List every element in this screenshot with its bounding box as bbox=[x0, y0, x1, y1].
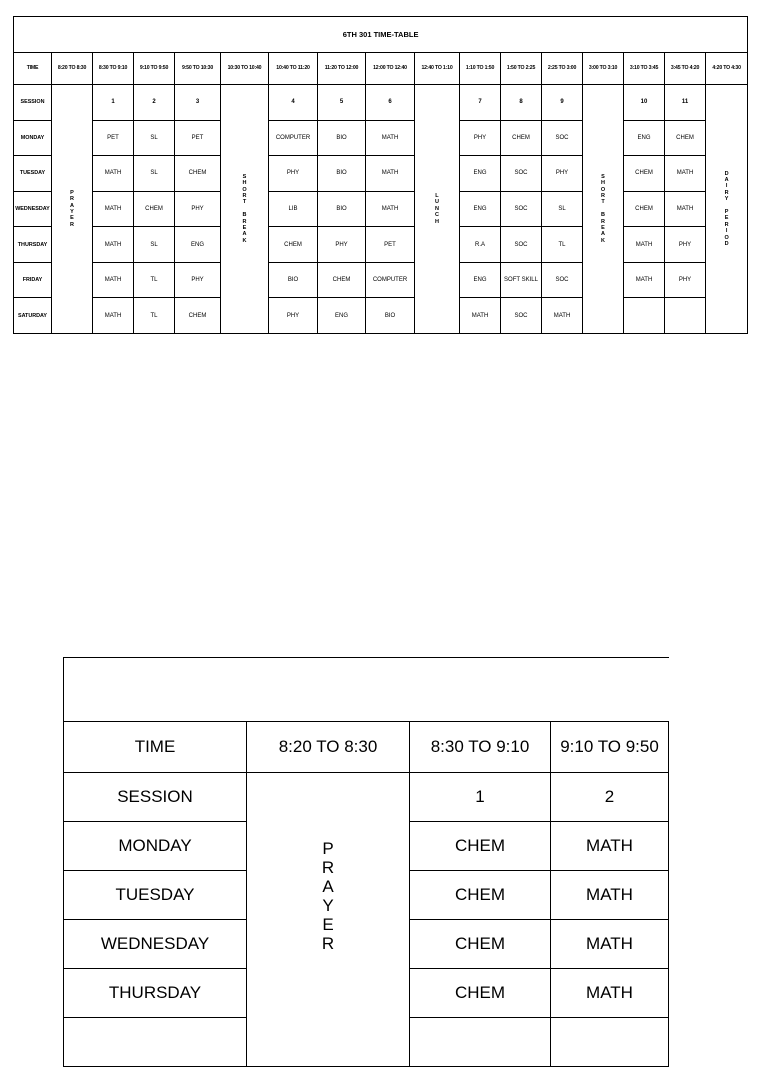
session-label: SESSION bbox=[64, 773, 247, 822]
time-slot: 3:45 TO 4:20 bbox=[665, 52, 706, 85]
subject-cell: MATH bbox=[624, 227, 665, 263]
subject-cell bbox=[551, 1018, 669, 1067]
subject-cell: TL bbox=[134, 262, 175, 298]
day-label: THURSDAY bbox=[14, 227, 52, 263]
time-slot: 1:50 TO 2:25 bbox=[501, 52, 542, 85]
time-slot: 10:40 TO 11:20 bbox=[269, 52, 318, 85]
subject-cell: SOC bbox=[501, 191, 542, 227]
subject-cell: PHY bbox=[318, 227, 366, 263]
subject-cell: CHEM bbox=[410, 871, 551, 920]
subject-cell: SOFT SKILL bbox=[501, 262, 542, 298]
time-slot: 10:30 TO 10:40 bbox=[221, 52, 269, 85]
session-number: 11 bbox=[665, 85, 706, 121]
subject-cell: MATH bbox=[665, 191, 706, 227]
subject-cell: R.A bbox=[460, 227, 501, 263]
session-number: 2 bbox=[134, 85, 175, 121]
timetable bbox=[13, 16, 748, 334]
prayer-label: P R A Y E R bbox=[321, 839, 335, 953]
session-number: 9 bbox=[542, 85, 583, 121]
subject-cell: PHY bbox=[665, 227, 706, 263]
time-slot: 4:20 TO 4:30 bbox=[706, 52, 748, 85]
day-label: FRIDAY bbox=[14, 262, 52, 298]
subject-cell: BIO bbox=[318, 156, 366, 192]
table-row bbox=[14, 298, 748, 334]
day-label: TUESDAY bbox=[14, 156, 52, 192]
subject-cell: BIO bbox=[318, 191, 366, 227]
time-slot: 8:20 TO 8:30 bbox=[52, 52, 93, 85]
time-slot: 1:10 TO 1:50 bbox=[460, 52, 501, 85]
prayer-column bbox=[52, 85, 93, 334]
subject-cell: SOC bbox=[501, 156, 542, 192]
subject-cell: MATH bbox=[460, 298, 501, 334]
subject-cell: ENG bbox=[175, 227, 221, 263]
subject-cell: MATH bbox=[665, 156, 706, 192]
subject-cell: PHY bbox=[542, 156, 583, 192]
day-label: THURSDAY bbox=[64, 969, 247, 1018]
table-row bbox=[14, 262, 748, 298]
subject-cell: COMPUTER bbox=[366, 262, 415, 298]
subject-cell: CHEM bbox=[175, 298, 221, 334]
subject-cell: MATH bbox=[366, 156, 415, 192]
short-break-label: S H O R T B R E A K bbox=[600, 173, 606, 244]
subject-cell: PET bbox=[93, 120, 134, 156]
subject-cell: BIO bbox=[269, 262, 318, 298]
subject-cell: CHEM bbox=[410, 822, 551, 871]
table-row bbox=[14, 120, 748, 156]
time-slot: 11:20 TO 12:00 bbox=[318, 52, 366, 85]
subject-cell: ENG bbox=[318, 298, 366, 334]
session-number: 2 bbox=[551, 773, 669, 822]
subject-cell: CHEM bbox=[134, 191, 175, 227]
time-slot: 2:25 TO 3:00 bbox=[542, 52, 583, 85]
subject-cell: ENG bbox=[460, 262, 501, 298]
subject-cell: SOC bbox=[542, 262, 583, 298]
time-label: TIME bbox=[64, 722, 247, 773]
subject-cell: CHEM bbox=[624, 191, 665, 227]
time-slot: 9:50 TO 10:30 bbox=[175, 52, 221, 85]
subject-cell: MATH bbox=[366, 120, 415, 156]
session-number: 1 bbox=[410, 773, 551, 822]
session-number: 7 bbox=[460, 85, 501, 121]
session-number: 3 bbox=[175, 85, 221, 121]
day-label: WEDNESDAY bbox=[14, 191, 52, 227]
subject-cell: PET bbox=[175, 120, 221, 156]
subject-cell: SL bbox=[134, 120, 175, 156]
subject-cell: CHEM bbox=[410, 969, 551, 1018]
subject-cell: SOC bbox=[501, 298, 542, 334]
subject-cell: MATH bbox=[542, 298, 583, 334]
short-break-column bbox=[221, 85, 269, 334]
subject-cell: TL bbox=[134, 298, 175, 334]
subject-cell: PHY bbox=[175, 262, 221, 298]
subject-cell: ENG bbox=[460, 191, 501, 227]
subject-cell: CHEM bbox=[624, 156, 665, 192]
subject-cell: BIO bbox=[366, 298, 415, 334]
subject-cell: ENG bbox=[460, 156, 501, 192]
session-number: 6 bbox=[366, 85, 415, 121]
subject-cell: PHY bbox=[269, 298, 318, 334]
table-row bbox=[14, 156, 748, 192]
subject-cell: MATH bbox=[551, 920, 669, 969]
prayer-column bbox=[247, 773, 410, 1067]
subject-cell: SL bbox=[542, 191, 583, 227]
subject-cell: PHY bbox=[665, 262, 706, 298]
subject-cell: CHEM bbox=[175, 156, 221, 192]
time-slot: 9:10 TO 9:50 bbox=[551, 722, 669, 773]
subject-cell: SOC bbox=[501, 227, 542, 263]
short-break-column bbox=[583, 85, 624, 334]
time-slot: 12:40 TO 1:10 bbox=[415, 52, 460, 85]
prayer-label: P R A Y E R bbox=[70, 189, 74, 228]
lunch-label: L U N C H bbox=[435, 193, 439, 225]
subject-cell: CHEM bbox=[410, 920, 551, 969]
subject-cell: PHY bbox=[269, 156, 318, 192]
dairy-period-column bbox=[706, 85, 748, 334]
day-label: MONDAY bbox=[64, 822, 247, 871]
session-label: SESSION bbox=[14, 85, 52, 121]
subject-cell bbox=[410, 1018, 551, 1067]
subject-cell: LIB bbox=[269, 191, 318, 227]
page-title: 6TH 301 TIME-TABLE bbox=[14, 17, 748, 53]
subject-cell: ENG bbox=[624, 120, 665, 156]
subject-cell: PET bbox=[366, 227, 415, 263]
table-row bbox=[14, 227, 748, 263]
day-label: WEDNESDAY bbox=[64, 920, 247, 969]
session-number: 8 bbox=[501, 85, 542, 121]
subject-cell: PHY bbox=[460, 120, 501, 156]
day-label: MONDAY bbox=[14, 120, 52, 156]
subject-cell: TL bbox=[542, 227, 583, 263]
time-label: TIME bbox=[14, 52, 52, 85]
subject-cell: CHEM bbox=[269, 227, 318, 263]
time-slot: 3:00 TO 3:10 bbox=[583, 52, 624, 85]
table-row bbox=[14, 191, 748, 227]
time-slot: 3:10 TO 3:45 bbox=[624, 52, 665, 85]
title-cell bbox=[64, 658, 669, 722]
session-number: 10 bbox=[624, 85, 665, 121]
subject-cell: MATH bbox=[624, 262, 665, 298]
subject-cell: MATH bbox=[551, 822, 669, 871]
session-number: 1 bbox=[93, 85, 134, 121]
subject-cell: BIO bbox=[318, 120, 366, 156]
subject-cell: PHY bbox=[175, 191, 221, 227]
subject-cell: MATH bbox=[93, 262, 134, 298]
subject-cell: CHEM bbox=[501, 120, 542, 156]
session-number: 5 bbox=[318, 85, 366, 121]
subject-cell: MATH bbox=[366, 191, 415, 227]
subject-cell: MATH bbox=[93, 191, 134, 227]
time-slot: 8:30 TO 9:10 bbox=[410, 722, 551, 773]
day-label: TUESDAY bbox=[64, 871, 247, 920]
subject-cell: COMPUTER bbox=[269, 120, 318, 156]
time-slot: 9:10 TO 9:50 bbox=[134, 52, 175, 85]
subject-cell: MATH bbox=[551, 871, 669, 920]
subject-cell: MATH bbox=[93, 227, 134, 263]
subject-cell: MATH bbox=[93, 298, 134, 334]
day-label bbox=[64, 1018, 247, 1067]
subject-cell: SL bbox=[134, 227, 175, 263]
time-slot: 12:00 TO 12:40 bbox=[366, 52, 415, 85]
subject-cell: SL bbox=[134, 156, 175, 192]
subject-cell: MATH bbox=[551, 969, 669, 1018]
short-break-label: S H O R T B R E A K bbox=[242, 173, 247, 244]
subject-cell: MATH bbox=[93, 156, 134, 192]
subject-cell: SOC bbox=[542, 120, 583, 156]
subject-cell bbox=[665, 298, 706, 334]
session-number: 4 bbox=[269, 85, 318, 121]
time-slot: 8:30 TO 9:10 bbox=[93, 52, 134, 85]
lunch-column bbox=[415, 85, 460, 334]
day-label: SATURDAY bbox=[14, 298, 52, 334]
subject-cell: CHEM bbox=[318, 262, 366, 298]
time-slot: 8:20 TO 8:30 bbox=[247, 722, 410, 773]
subject-cell bbox=[624, 298, 665, 334]
subject-cell: CHEM bbox=[665, 120, 706, 156]
timetable-zoom bbox=[63, 657, 669, 1067]
dairy-period-label: D A I R Y P E R I O D bbox=[724, 170, 729, 248]
